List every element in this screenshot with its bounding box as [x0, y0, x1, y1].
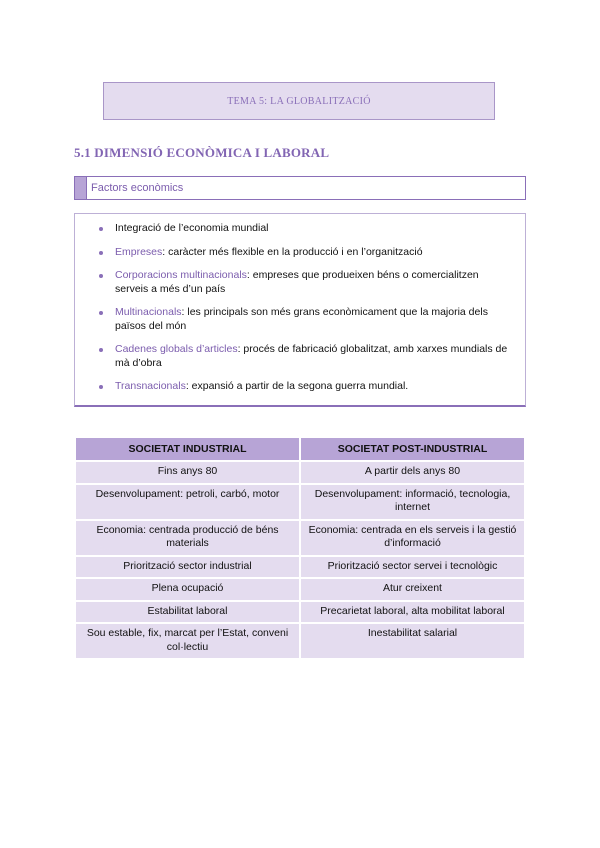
table-row [75, 601, 525, 624]
item-text: : expansió a partir de la segona guerra mundial. [185, 380, 409, 392]
table-row [75, 461, 525, 484]
item-text: : caràcter més flexible en la producció i en l’organització [162, 245, 423, 258]
table-row [75, 578, 525, 601]
section-heading: 5.1 DIMENSIÓ ECONÒMICA I LABORAL [74, 145, 330, 160]
item-term: Corporacions multinacionals [115, 269, 247, 281]
item-term: Transnacionals [115, 380, 186, 392]
list-item [115, 222, 513, 236]
list-item [115, 306, 513, 333]
table-cell: Estabilitat laboral [75, 601, 300, 624]
topic-title-box [103, 82, 495, 120]
list-item [115, 343, 513, 370]
factors-list-box [74, 213, 526, 407]
table-cell: Priorització sector servei i tecnològic [300, 556, 525, 579]
table-row [75, 520, 525, 556]
list-item [115, 380, 513, 394]
table-cell: Desenvolupament: petroli, carbó, motor [75, 484, 300, 520]
table-cell: Inestabilitat salarial [300, 623, 525, 659]
factors-label: Factors econòmics [91, 182, 184, 194]
item-term: Empreses [115, 245, 163, 258]
table-cell: A partir dels anys 80 [300, 461, 525, 484]
table-cell: Economia: centrada en els serveis i la gestió d’informació [300, 520, 525, 556]
table-cell: Atur creixent [300, 578, 525, 601]
topic-title: TEMA 5: LA GLOBALITZACIÓ [227, 95, 371, 107]
table-cell: Priorització sector industrial [75, 556, 300, 579]
list-item [115, 269, 513, 296]
table-cell: Economia: centrada producció de béns materials [75, 520, 300, 556]
item-text: : procés de fabricació globalitzat, amb xarxes mundials de mà d’obra [115, 343, 508, 369]
column-header-post-industrial: SOCIETAT POST-INDUSTRIAL [300, 437, 525, 461]
table-cell: Desenvolupament: informació, tecnologia, internet [300, 484, 525, 520]
item-term: Multinacionals [115, 306, 182, 318]
list-item [115, 246, 513, 260]
item-text: : les principals son més grans econòmicament que la majoria dels països del món [115, 306, 488, 332]
item-text: Integració de l’economia mundial [115, 222, 269, 234]
table-cell: Sou estable, fix, marcat per l’Estat, conveni col·lectiu [75, 623, 300, 659]
table-header-row [75, 437, 525, 461]
item-term: Cadenes globals d’articles [115, 343, 238, 355]
table-row [75, 484, 525, 520]
society-comparison-table [74, 436, 526, 660]
table-cell: Fins anys 80 [75, 461, 300, 484]
column-header-industrial: SOCIETAT INDUSTRIAL [75, 437, 300, 461]
table-row [75, 623, 525, 659]
item-text: : empreses que produeixen béns o comercialitzen serveis a més d’un país [115, 269, 479, 295]
factors-list [75, 214, 525, 394]
factors-heading-box [74, 176, 526, 200]
table-row [75, 556, 525, 579]
table-cell: Precarietat laboral, alta mobilitat laboral [300, 601, 525, 624]
factors-accent-bar [75, 177, 87, 199]
table-cell: Plena ocupació [75, 578, 300, 601]
